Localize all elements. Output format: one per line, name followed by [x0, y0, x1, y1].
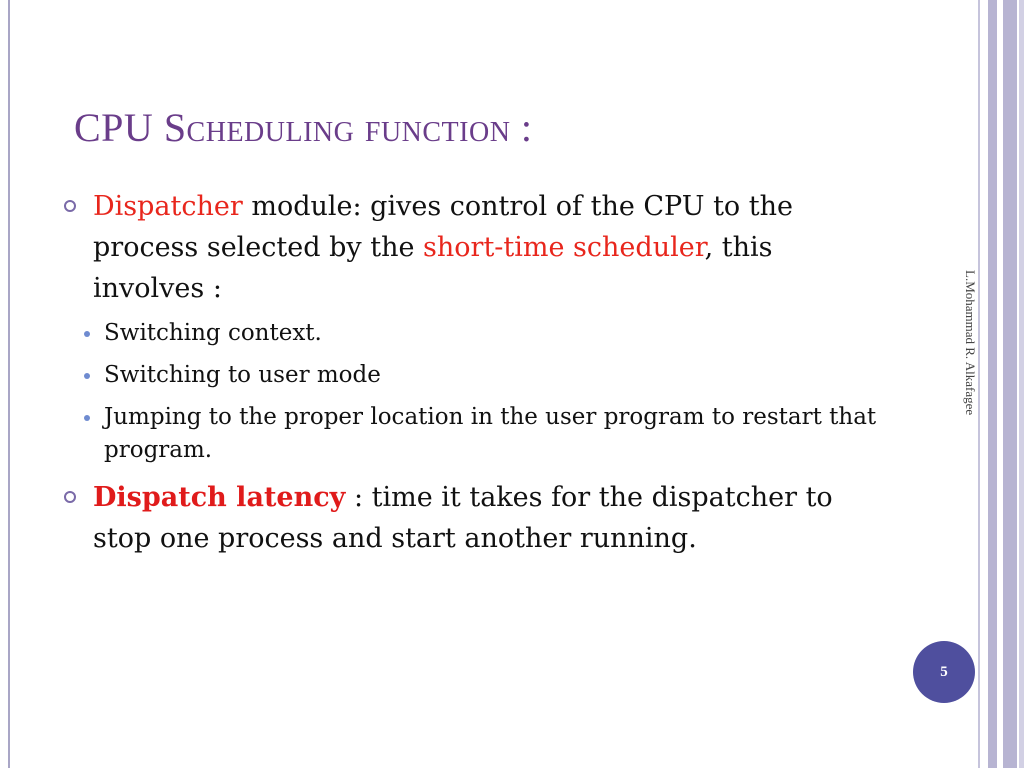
- right-border-edge-light: [1019, 0, 1024, 768]
- dispatcher-subitems: [62, 317, 882, 467]
- ring-bullet-icon: [64, 200, 76, 212]
- slide-title: [74, 104, 533, 151]
- bullet-dispatcher: [62, 186, 882, 309]
- left-border-line: [8, 0, 10, 768]
- right-border-thin-line: [978, 0, 980, 768]
- subitem-text: Switching context.: [104, 320, 322, 346]
- dispatcher-term: Dispatcher: [93, 191, 243, 222]
- slide-content: [62, 186, 882, 567]
- right-border-band: [988, 0, 997, 768]
- short-time-scheduler-term: short-time scheduler: [423, 232, 705, 263]
- subitem-jumping: [62, 401, 882, 467]
- dot-bullet-icon: [84, 331, 90, 337]
- dispatch-latency-text: : time it takes for the dispatcher to stop one process and start another running.: [93, 482, 833, 554]
- right-border-edge: [1003, 0, 1017, 768]
- ring-bullet-icon: [64, 491, 76, 503]
- bullet-dispatch-latency: [62, 477, 882, 559]
- page-number-badge: 5: [913, 641, 975, 703]
- title-main: CPU: [74, 105, 164, 150]
- dispatch-latency-term: Dispatch latency: [93, 482, 346, 513]
- subitem-text: Jumping to the proper location in the user program to restart that program.: [104, 404, 877, 463]
- dot-bullet-icon: [84, 415, 90, 421]
- subitem-text: Switching to user mode: [104, 362, 381, 388]
- dispatcher-text-a: module: gives control of the CPU to the process selected by the: [93, 191, 793, 263]
- dot-bullet-icon: [84, 373, 90, 379]
- dispatcher-text-b: , this involves :: [93, 232, 773, 304]
- subitem-user-mode: [62, 359, 882, 392]
- subitem-switching-context: [62, 317, 882, 350]
- author-vertical-label: L.Mohammad R. Alkafagee: [963, 270, 978, 416]
- title-smallcaps: Scheduling function :: [163, 105, 533, 150]
